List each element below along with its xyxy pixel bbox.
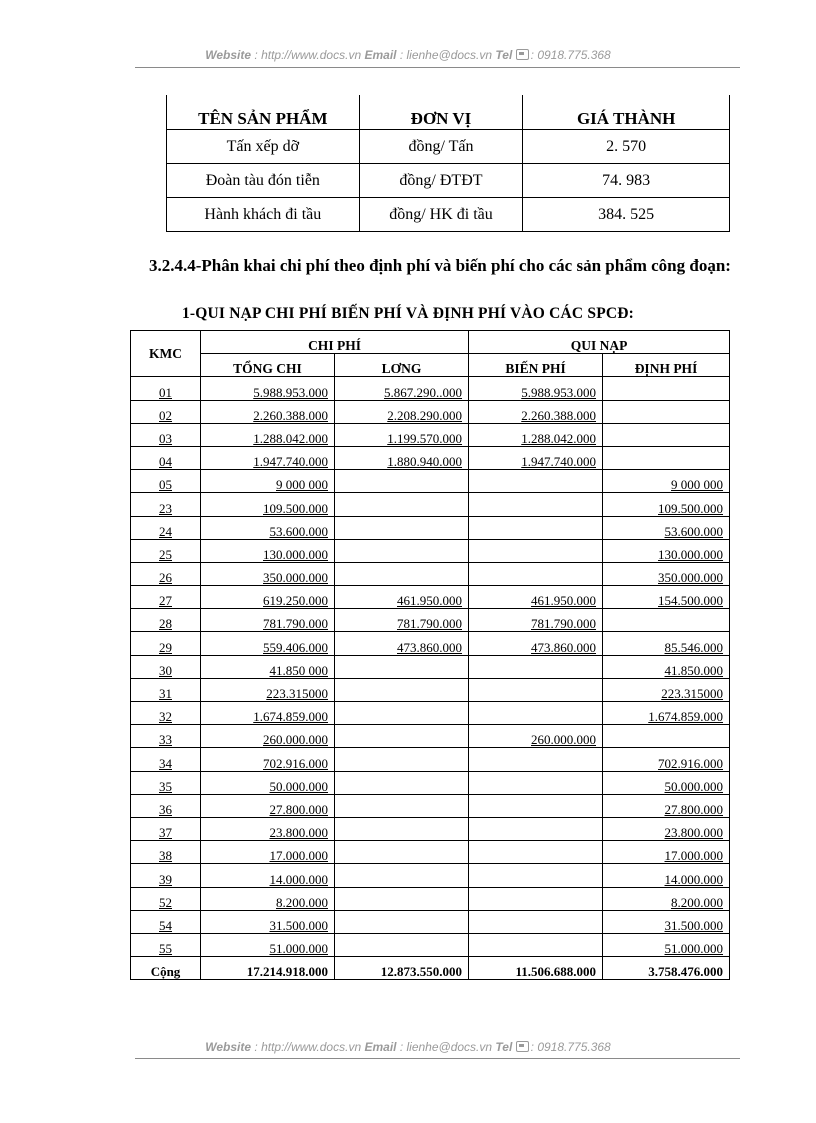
cell-value: 9 000 000 [671, 477, 724, 493]
cell-bien-phi [469, 864, 603, 887]
cell-value: 350.000.000 [658, 570, 724, 586]
cell-kmc [131, 539, 201, 562]
total-tong-chi: 17.214.918.000 [201, 957, 335, 980]
cell-dinh-phi [603, 423, 730, 446]
cell-bien-phi [469, 516, 603, 539]
footer-email-label: Email [364, 1040, 397, 1054]
cell-value: 50.000.000 [269, 778, 328, 794]
cell-value: 33 [159, 732, 172, 748]
table-row [131, 586, 730, 609]
cell-tong-chi [201, 446, 335, 469]
cell-dinh-phi [603, 493, 730, 516]
cell-bien-phi [469, 632, 603, 655]
cell-value: 85.546.000 [664, 639, 724, 655]
cell-dinh-phi [603, 702, 730, 725]
cell-bien-phi [469, 910, 603, 933]
cell-kmc [131, 609, 201, 632]
cell-tong-chi [201, 748, 335, 771]
price-cell-unit: đồng/ Tấn [359, 130, 523, 164]
cell-luong [335, 586, 469, 609]
cell-value: 260.000.000 [263, 732, 328, 748]
cell-bien-phi [469, 678, 603, 701]
cost-table [130, 330, 730, 980]
cell-value: 130.000.000 [263, 546, 328, 562]
cell-bien-phi [469, 748, 603, 771]
cell-bien-phi [469, 933, 603, 956]
table-row [131, 609, 730, 632]
cell-value: 223.315000 [661, 686, 724, 701]
cell-dinh-phi [603, 725, 730, 748]
cell-value: 04 [159, 454, 172, 470]
cell-value: 702.916.000 [658, 755, 724, 771]
cell-dinh-phi [603, 377, 730, 400]
cell-value: 25 [159, 546, 172, 562]
cell-value: 350.000.000 [263, 570, 328, 586]
cell-bien-phi [469, 817, 603, 840]
sub-title: 1-QUI NẠP CHI PHÍ BIẾN PHÍ VÀ ĐỊNH PHÍ VÀO CÁC SPCĐ: [181, 305, 635, 322]
cell-dinh-phi [603, 933, 730, 956]
cell-luong [335, 817, 469, 840]
table-row [131, 933, 730, 956]
cell-tong-chi [201, 516, 335, 539]
cell-tong-chi [201, 702, 335, 725]
table-row [131, 470, 730, 493]
phone-icon [516, 1041, 529, 1052]
cell-bien-phi [469, 771, 603, 794]
cell-luong [335, 562, 469, 585]
footer-tel-value: : 0918.775.368 [530, 1040, 611, 1054]
cell-bien-phi [469, 609, 603, 632]
cell-value: 23.800.000 [664, 825, 724, 841]
cell-bien-phi [469, 841, 603, 864]
cell-dinh-phi [603, 841, 730, 864]
price-cell-product: Đoàn tàu đón tiễn [167, 164, 360, 198]
cell-luong [335, 771, 469, 794]
cell-bien-phi [469, 493, 603, 516]
cell-luong [335, 887, 469, 910]
cell-kmc [131, 470, 201, 493]
cell-kmc [131, 400, 201, 423]
table-row [131, 702, 730, 725]
price-header-unit: ĐƠN VỊ [359, 95, 523, 130]
cell-tong-chi [201, 539, 335, 562]
table-row [131, 539, 730, 562]
cell-kmc [131, 771, 201, 794]
cell-dinh-phi [603, 586, 730, 609]
cell-value: 1.674.859.000 [648, 709, 724, 725]
cell-bien-phi [469, 702, 603, 725]
cell-value: 27.800.000 [664, 801, 724, 817]
cell-bien-phi [469, 539, 603, 562]
price-cell-cost: 2. 570 [523, 130, 730, 164]
table-row [131, 887, 730, 910]
cell-value: 1.288.042.000 [521, 430, 597, 446]
cell-tong-chi [201, 771, 335, 794]
cell-kmc [131, 725, 201, 748]
cell-luong [335, 423, 469, 446]
cell-value: 51.000.000 [269, 941, 328, 957]
cell-value: 03 [159, 430, 172, 446]
cell-kmc [131, 516, 201, 539]
cell-value: 35 [159, 778, 172, 794]
price-cell-product: Hành khách đi tầu [167, 198, 360, 232]
cell-kmc [131, 817, 201, 840]
cell-value: 130.000.000 [658, 546, 724, 562]
cell-bien-phi [469, 794, 603, 817]
cell-value: 1.288.042.000 [253, 430, 328, 446]
cell-luong [335, 910, 469, 933]
cell-luong [335, 748, 469, 771]
cell-kmc [131, 794, 201, 817]
cell-dinh-phi [603, 446, 730, 469]
col-luong-header: LƠNG [335, 354, 469, 377]
cell-value: 01 [159, 384, 172, 400]
page-header [0, 48, 816, 62]
cell-dinh-phi [603, 678, 730, 701]
cell-dinh-phi [603, 817, 730, 840]
cell-luong [335, 702, 469, 725]
cell-tong-chi [201, 910, 335, 933]
cell-value: 559.406.000 [263, 639, 328, 655]
header-website-url: : http://www.docs.vn [254, 48, 362, 62]
price-cell-product: Tấn xếp dỡ [167, 130, 360, 164]
cell-luong [335, 678, 469, 701]
cell-value: 27 [159, 593, 172, 609]
cell-tong-chi [201, 725, 335, 748]
cell-value: 31.500.000 [269, 917, 328, 933]
table-row [131, 841, 730, 864]
cell-value: 2.260.388.000 [521, 407, 597, 423]
cell-value: 27.800.000 [269, 801, 328, 817]
cell-bien-phi [469, 446, 603, 469]
cell-value: 53.600.000 [269, 523, 328, 539]
total-bien-phi: 11.506.688.000 [469, 957, 603, 980]
cell-value: 41.850.000 [664, 662, 724, 678]
table-row [131, 725, 730, 748]
cell-value: 8.200.000 [276, 894, 328, 910]
price-table-header [167, 95, 730, 130]
cell-value: 41.850 000 [269, 662, 328, 678]
cell-tong-chi [201, 887, 335, 910]
phone-icon [516, 49, 529, 60]
cell-bien-phi [469, 586, 603, 609]
cell-tong-chi [201, 493, 335, 516]
table-row [131, 562, 730, 585]
footer-rule [135, 1058, 740, 1059]
table-row [131, 446, 730, 469]
col-dinh-phi-header: ĐỊNH PHÍ [603, 354, 730, 377]
cell-value: 28 [159, 616, 172, 632]
cell-value: 31.500.000 [664, 917, 724, 933]
table-row [131, 632, 730, 655]
cell-kmc [131, 423, 201, 446]
cell-dinh-phi [603, 864, 730, 887]
cell-luong [335, 400, 469, 423]
cell-kmc [131, 446, 201, 469]
cell-luong [335, 725, 469, 748]
cell-value: 1.947.740.000 [253, 454, 328, 470]
cell-bien-phi [469, 377, 603, 400]
cell-value: 36 [159, 801, 172, 817]
cell-kmc [131, 632, 201, 655]
cell-value: 619.250.000 [263, 593, 328, 609]
cell-tong-chi [201, 423, 335, 446]
cell-value: 34 [159, 755, 172, 771]
price-cell-unit: đồng/ ĐTĐT [359, 164, 523, 198]
cell-value: 2.208.290.000 [387, 407, 463, 423]
cell-bien-phi [469, 400, 603, 423]
cell-tong-chi [201, 562, 335, 585]
cell-bien-phi [469, 470, 603, 493]
cell-tong-chi [201, 609, 335, 632]
price-table-row [167, 164, 730, 198]
cell-bien-phi [469, 562, 603, 585]
cell-dinh-phi [603, 794, 730, 817]
cell-luong [335, 516, 469, 539]
cell-kmc [131, 841, 201, 864]
cell-kmc [131, 702, 201, 725]
table-row [131, 771, 730, 794]
cell-tong-chi [201, 632, 335, 655]
group-chi-phi-header: CHI PHÍ [201, 331, 469, 354]
cell-dinh-phi [603, 609, 730, 632]
cell-luong [335, 493, 469, 516]
cell-value: 1.947.740.000 [521, 454, 597, 470]
header-email-label: Email [364, 48, 397, 62]
cell-dinh-phi [603, 771, 730, 794]
cell-luong [335, 539, 469, 562]
price-cell-unit: đồng/ HK đi tầu [359, 198, 523, 232]
table-row [131, 655, 730, 678]
table-row [131, 493, 730, 516]
cell-luong [335, 609, 469, 632]
cell-luong [335, 841, 469, 864]
cell-dinh-phi [603, 748, 730, 771]
header-website-label: Website [205, 48, 252, 62]
cell-value: 8.200.000 [671, 894, 724, 910]
cell-value: 05 [159, 477, 172, 493]
cell-kmc [131, 678, 201, 701]
cell-bien-phi [469, 887, 603, 910]
cell-dinh-phi [603, 539, 730, 562]
cell-luong [335, 377, 469, 400]
cell-value: 5.988.953.000 [521, 384, 597, 400]
col-kmc-header: KMC [131, 331, 201, 377]
table-row [131, 678, 730, 701]
price-header-cost: GIÁ THÀNH [523, 95, 730, 130]
cell-luong [335, 794, 469, 817]
price-table-row [167, 130, 730, 164]
cell-dinh-phi [603, 562, 730, 585]
cell-value: 461.950.000 [531, 593, 597, 609]
col-tong-chi-header: TỔNG CHI [201, 354, 335, 377]
cell-value: 37 [159, 825, 172, 841]
cell-bien-phi [469, 423, 603, 446]
total-label: Cộng [131, 957, 201, 980]
cell-tong-chi [201, 377, 335, 400]
cell-luong [335, 933, 469, 956]
cell-tong-chi [201, 678, 335, 701]
cell-kmc [131, 493, 201, 516]
cell-dinh-phi [603, 887, 730, 910]
cell-value: 50.000.000 [664, 778, 724, 794]
cell-value: 154.500.000 [658, 593, 724, 609]
table-row [131, 910, 730, 933]
price-table [166, 95, 730, 232]
cell-value: 14.000.000 [269, 871, 328, 887]
cell-kmc [131, 887, 201, 910]
cell-tong-chi [201, 841, 335, 864]
total-luong: 12.873.550.000 [335, 957, 469, 980]
cell-luong [335, 655, 469, 678]
page-footer [0, 1040, 816, 1054]
cell-kmc [131, 748, 201, 771]
cell-value: 17.000.000 [664, 848, 724, 864]
cell-kmc [131, 377, 201, 400]
cell-dinh-phi [603, 910, 730, 933]
cell-value: 260.000.000 [531, 732, 597, 748]
cell-bien-phi [469, 725, 603, 748]
cell-value: 781.790.000 [397, 616, 463, 632]
cell-value: 2.260.388.000 [253, 407, 328, 423]
cell-value: 55 [159, 941, 172, 957]
cell-value: 473.860.000 [397, 639, 463, 655]
price-cell-cost: 384. 525 [523, 198, 730, 232]
cell-dinh-phi [603, 470, 730, 493]
cell-value: 02 [159, 407, 172, 423]
table-row [131, 817, 730, 840]
footer-website-label: Website [205, 1040, 252, 1054]
cell-bien-phi [469, 655, 603, 678]
footer-website-url: : http://www.docs.vn [254, 1040, 362, 1054]
cell-value: 14.000.000 [664, 871, 724, 887]
cell-value: 32 [159, 709, 172, 725]
table-row [131, 748, 730, 771]
cell-value: 223.315000 [266, 686, 328, 701]
header-email-value: : lienhe@docs.vn [399, 48, 493, 62]
section-title: 3.2.4.4-Phân khai chi phí theo định phí và biến phí cho các sản phẩm công đoạn: [149, 256, 731, 275]
cell-dinh-phi [603, 516, 730, 539]
cell-value: 109.500.000 [263, 500, 328, 516]
cell-value: 23 [159, 500, 172, 516]
cell-value: 30 [159, 662, 172, 678]
total-dinh-phi: 3.758.476.000 [603, 957, 730, 980]
cell-tong-chi [201, 933, 335, 956]
cell-luong [335, 470, 469, 493]
cell-value: 39 [159, 871, 172, 887]
cell-value: 52 [159, 894, 172, 910]
cell-tong-chi [201, 655, 335, 678]
cell-tong-chi [201, 817, 335, 840]
cell-value: 1.199.570.000 [387, 430, 463, 446]
table-row [131, 516, 730, 539]
header-rule [135, 67, 740, 68]
cell-value: 38 [159, 848, 172, 864]
cell-kmc [131, 655, 201, 678]
cell-value: 5.988.953.000 [253, 384, 328, 400]
cell-tong-chi [201, 586, 335, 609]
table-row [131, 864, 730, 887]
cell-value: 781.790.000 [531, 616, 597, 632]
cell-value: 473.860.000 [531, 639, 597, 655]
col-bien-phi-header: BIẾN PHÍ [469, 354, 603, 377]
cell-value: 23.800.000 [269, 825, 328, 841]
table-row [131, 423, 730, 446]
cell-dinh-phi [603, 400, 730, 423]
price-cell-cost: 74. 983 [523, 164, 730, 198]
price-table-row [167, 198, 730, 232]
cell-luong [335, 446, 469, 469]
table-row [131, 400, 730, 423]
cell-value: 51.000.000 [664, 941, 724, 957]
cell-dinh-phi [603, 655, 730, 678]
cell-value: 5.867.290..000 [384, 384, 463, 400]
cell-value: 53.600.000 [664, 523, 724, 539]
footer-tel-label: Tel [495, 1040, 513, 1054]
cell-value: 24 [159, 523, 172, 539]
table-row [131, 794, 730, 817]
group-qui-nap-header: QUI NẠP [469, 331, 730, 354]
header-tel-value: : 0918.775.368 [530, 48, 611, 62]
footer-email-value: : lienhe@docs.vn [399, 1040, 493, 1054]
cell-tong-chi [201, 470, 335, 493]
cell-value: 781.790.000 [263, 616, 328, 632]
cell-value: 461.950.000 [397, 593, 463, 609]
cell-tong-chi [201, 400, 335, 423]
cell-kmc [131, 933, 201, 956]
cell-kmc [131, 562, 201, 585]
cell-kmc [131, 864, 201, 887]
cell-value: 9 000 000 [276, 477, 328, 493]
cell-value: 109.500.000 [658, 500, 724, 516]
cell-tong-chi [201, 864, 335, 887]
cell-tong-chi [201, 794, 335, 817]
price-header-product: TÊN SẢN PHẨM [167, 95, 360, 130]
cell-value: 29 [159, 639, 172, 655]
total-row [131, 957, 730, 980]
header-tel-label: Tel [495, 48, 513, 62]
table-row [131, 377, 730, 400]
cell-value: 702.916.000 [263, 755, 328, 771]
cell-kmc [131, 910, 201, 933]
cell-value: 17.000.000 [269, 848, 328, 864]
cell-luong [335, 864, 469, 887]
cell-value: 54 [159, 917, 172, 933]
cell-kmc [131, 586, 201, 609]
cell-dinh-phi [603, 632, 730, 655]
cell-value: 31 [159, 686, 172, 701]
cell-value: 1.674.859.000 [253, 709, 328, 725]
cell-value: 1.880.940.000 [387, 454, 463, 470]
cell-value: 26 [159, 570, 172, 586]
cell-luong [335, 632, 469, 655]
